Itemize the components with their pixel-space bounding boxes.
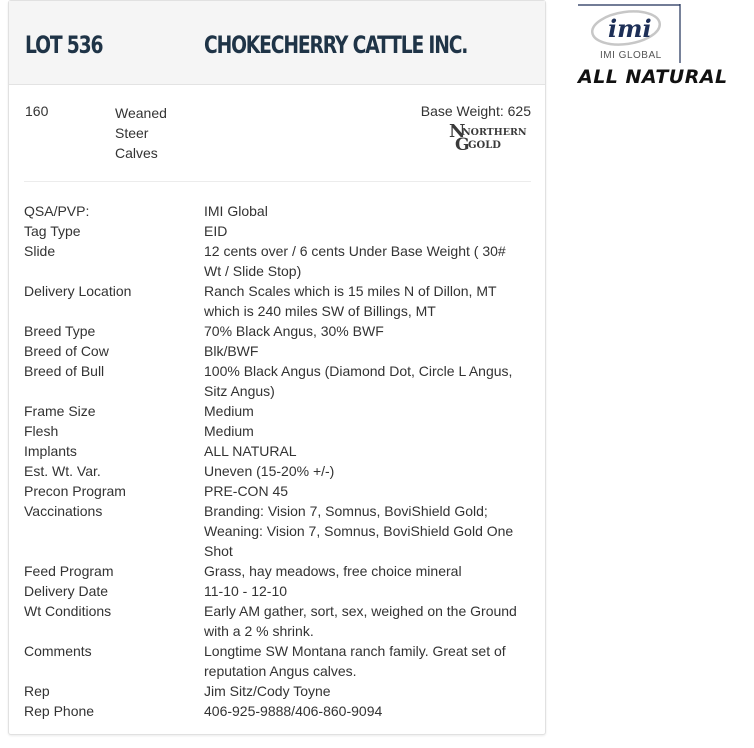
detail-label: Slide [24, 243, 56, 259]
detail-row [24, 501, 534, 561]
detail-row [24, 441, 534, 461]
logo-initial-n: N [449, 123, 466, 142]
detail-label: Breed of Cow [24, 343, 109, 359]
detail-label: Est. Wt. Var. [24, 463, 101, 479]
detail-row [24, 241, 534, 281]
detail-value: Medium [204, 423, 254, 439]
lot-header [9, 1, 545, 85]
detail-label: Implants [24, 443, 77, 459]
detail-value: Medium [204, 403, 254, 419]
lot-number: LOT 536 [25, 31, 103, 59]
detail-label: Wt Conditions [24, 603, 112, 619]
detail-value: 100% Black Angus (Diamond Dot, Circle L Angus, Sitz Angus) [204, 363, 513, 399]
detail-value: PRE-CON 45 [204, 483, 289, 499]
detail-row [24, 481, 534, 501]
detail-label: Breed of Bull [24, 363, 105, 379]
head-count: 160 [25, 103, 49, 119]
detail-value: Branding: Vision 7, Somnus, BoviShield Gold; Weaning: Vision 7, Somnus, BoviShield Gold One Shot [204, 503, 514, 559]
detail-label: Rep [24, 683, 50, 699]
detail-row [24, 701, 534, 721]
seller-name: CHOKECHERRY CATTLE INC. [204, 31, 468, 59]
detail-value: Ranch Scales which is 15 miles N of Dillon, MT which is 240 miles SW of Billings, MT [204, 283, 497, 319]
detail-value: Early AM gather, sort, sex, weighed on the Ground with a 2 % shrink. [204, 603, 517, 639]
detail-value: Uneven (15-20% +/-) [204, 463, 335, 479]
detail-value: EID [204, 223, 228, 239]
northern-gold-logo [449, 123, 531, 153]
detail-value: 11-10 - 12-10 [204, 583, 288, 599]
detail-label: Frame Size [24, 403, 96, 419]
detail-row [24, 461, 534, 481]
detail-label: Breed Type [24, 323, 96, 339]
detail-row [24, 401, 534, 421]
detail-value: 70% Black Angus, 30% BWF [204, 323, 384, 339]
logo-text-northern: NORTHERN [462, 127, 527, 138]
imi-mark: imi [608, 14, 652, 43]
detail-label: Delivery Location [24, 283, 132, 299]
detail-label: Precon Program [24, 483, 126, 499]
detail-value: Blk/BWF [204, 343, 259, 359]
detail-value: Jim Sitz/Cody Toyne [204, 683, 331, 699]
detail-row [24, 281, 534, 321]
detail-row [24, 321, 534, 341]
detail-row [24, 221, 534, 241]
detail-row [24, 601, 534, 641]
detail-value: 406-925-9888/406-860-9094 [204, 703, 383, 719]
lot-card [8, 0, 546, 735]
detail-row [24, 361, 534, 401]
logo-initial-g: G [455, 135, 470, 153]
detail-row [24, 341, 534, 361]
detail-label: QSA/PVP: [24, 203, 90, 219]
logo-text-gold: GOLD [468, 140, 501, 151]
detail-value: ALL NATURAL [204, 443, 297, 459]
detail-row [24, 561, 534, 581]
detail-row [24, 581, 534, 601]
detail-value: Grass, hay meadows, free choice mineral [204, 563, 462, 579]
detail-label: Comments [24, 643, 92, 659]
lot-details [24, 201, 534, 721]
base-weight: Base Weight: 625 [420, 103, 531, 119]
detail-label: Delivery Date [24, 583, 109, 599]
imi-global-logo [578, 4, 682, 64]
detail-value: IMI Global [204, 203, 268, 219]
description-line: Weaned [115, 105, 167, 121]
detail-row [24, 421, 534, 441]
detail-label: Tag Type [24, 223, 81, 239]
lot-summary [24, 85, 531, 182]
description-line: Steer [115, 125, 149, 141]
detail-row [24, 681, 534, 701]
description-line: Calves [115, 145, 158, 161]
all-natural-badge: ALL NATURAL [578, 66, 728, 88]
detail-label: Flesh [24, 423, 59, 439]
detail-label: Rep Phone [24, 703, 95, 719]
cattle-description [115, 103, 167, 163]
detail-label: Vaccinations [24, 503, 103, 519]
detail-value: 12 cents over / 6 cents Under Base Weight ( 30# Wt / Slide Stop) [204, 243, 506, 279]
detail-row [24, 201, 534, 221]
detail-row [24, 641, 534, 681]
imi-caption: IMI GLOBAL [600, 50, 662, 61]
detail-label: Feed Program [24, 563, 114, 579]
detail-value: Longtime SW Montana ranch family. Great set of reputation Angus calves. [204, 643, 506, 679]
